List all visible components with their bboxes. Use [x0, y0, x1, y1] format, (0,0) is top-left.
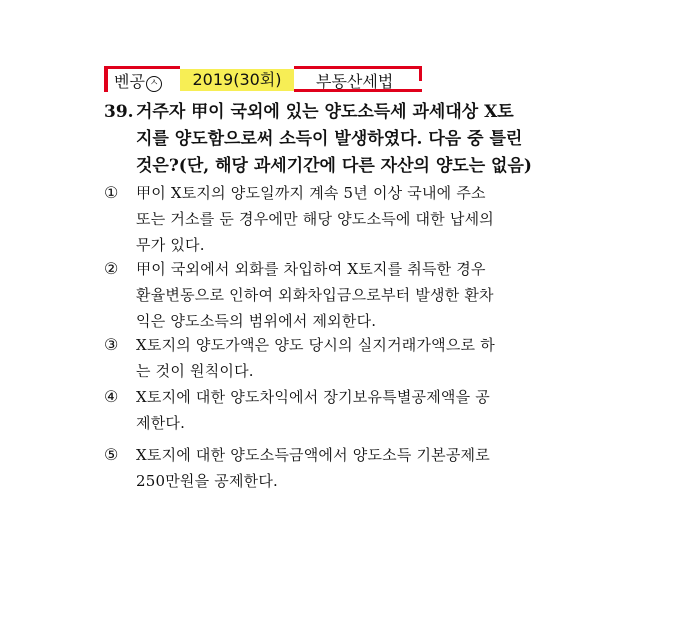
choice-text-line: 甲이 X토지의 양도일까지 계속 5년 이상 국내에 주소 — [136, 184, 486, 202]
choice-text-line: X토지에 대한 양도소득금액에서 양도소득 기본공제로 — [136, 446, 490, 464]
choice-number: ③ — [104, 335, 119, 354]
exam-source-mark: ㅅ — [146, 76, 162, 92]
choice-number: ⑤ — [104, 445, 119, 464]
question-line: 것은?(단, 해당 과세기간에 다른 자산의 양도는 없음) — [136, 156, 532, 176]
choice-text-line: 는 것이 원칙이다. — [136, 362, 254, 380]
exam-header — [104, 66, 422, 92]
choice-number: ④ — [104, 387, 119, 406]
exam-year: 2019(30회) — [180, 69, 294, 91]
choice-text-line: 무가 있다. — [136, 236, 205, 254]
choice-text-line: 익은 양도소득의 범위에서 제외한다. — [136, 312, 377, 330]
exam-subject: 부동산세법 — [316, 72, 394, 91]
choice-number: ① — [104, 183, 119, 202]
choice-text-line: 250만원을 공제한다. — [136, 472, 278, 490]
choice-text-line: X토지에 대한 양도차익에서 장기보유특별공제액을 공 — [136, 388, 490, 406]
choice-text-line: 제한다. — [136, 414, 186, 432]
exam-source — [114, 69, 162, 92]
header-accent-bar — [419, 66, 422, 81]
choice-text-line: 甲이 국외에서 외화를 차입하여 X토지를 취득한 경우 — [136, 260, 486, 278]
question-line: 지를 양도함으로써 소득이 발생하였다. 다음 중 틀린 — [136, 129, 523, 149]
choice-text-line: 환율변동으로 인하여 외화차입금으로부터 발생한 환차 — [136, 286, 494, 304]
question-line: 거주자 甲이 국외에 있는 양도소득세 과세대상 X토 — [136, 102, 514, 122]
choice-text-line: X토지의 양도가액은 양도 당시의 실지거래가액으로 하 — [136, 336, 495, 354]
question-number: 39. — [104, 102, 134, 122]
choice-number: ② — [104, 259, 119, 278]
header-accent-bar — [104, 66, 108, 92]
exam-source-label: 벤공 — [114, 72, 145, 91]
choice-text-line: 또는 거소를 둔 경우에만 해당 양도소득에 대한 납세의 — [136, 210, 494, 228]
